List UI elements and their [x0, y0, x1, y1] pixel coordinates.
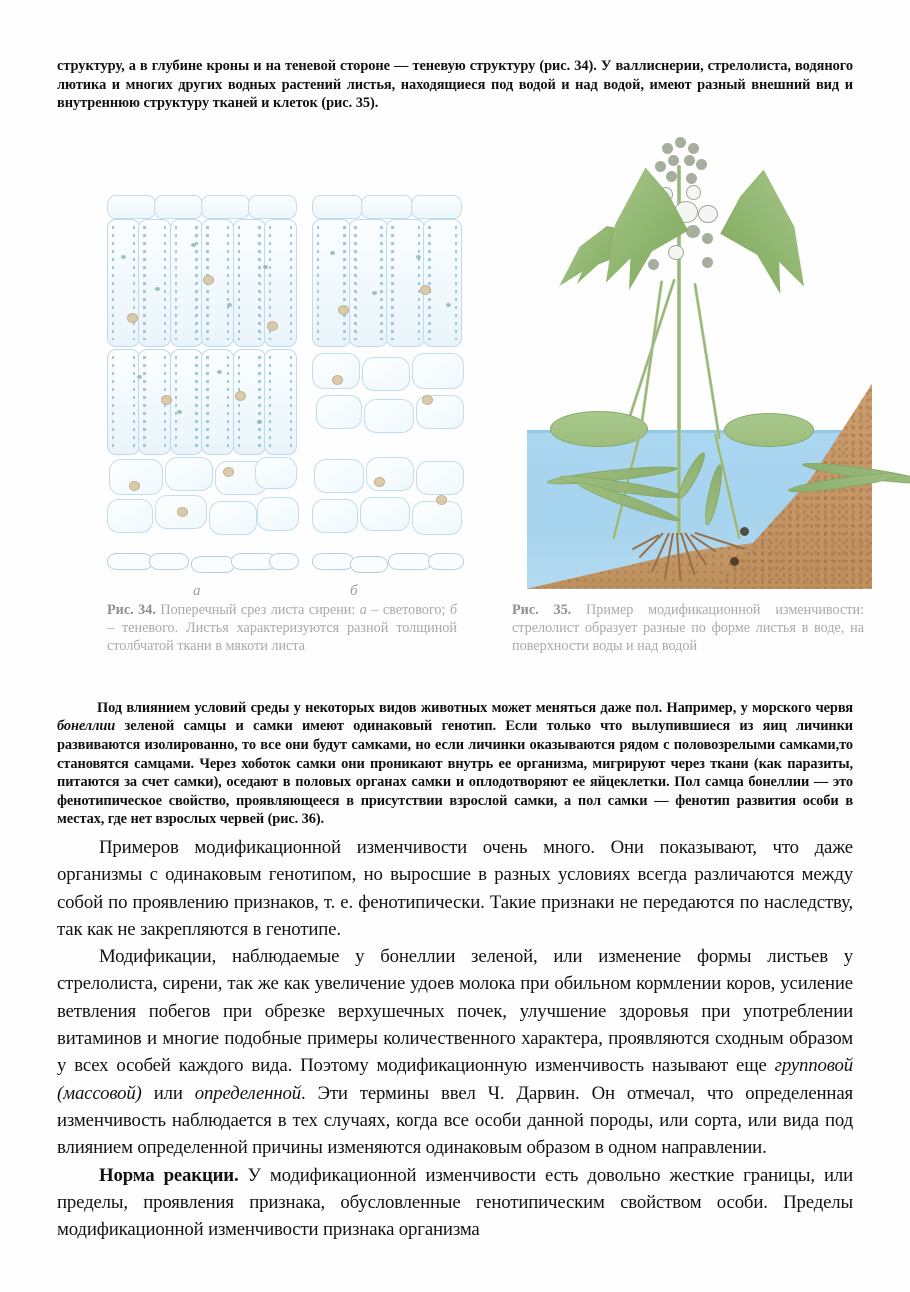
paragraph-norm-of-reaction	[57, 1162, 853, 1244]
bonellia-italic-term: бонеллии	[57, 718, 116, 735]
spongy-cell	[312, 499, 358, 533]
figure-34-caption-italic-b: б	[449, 601, 457, 618]
palisade-cell	[264, 349, 297, 455]
figure-row	[57, 129, 853, 601]
palisade-layer-1-b	[312, 219, 462, 347]
epidermis-cell	[361, 195, 412, 219]
spongy-cell	[412, 353, 464, 389]
spongy-cell	[257, 497, 299, 531]
palisade-cell	[386, 219, 425, 347]
figure-34-caption-text: Поперечный срез листа сирени:	[155, 601, 360, 618]
paragraph-intro: структуру, а в глубине кроны и на теневой стороне — теневую структуру (рис. 34). У валлиснерии, стрелолиста, водяного лютика и многих других водных растений листья, находящиеся под водой и над водой, имеют разный внешний вид и внутреннюю структуру тканей и клеток (рис. 35).	[57, 58, 853, 112]
spongy-cell	[364, 399, 414, 433]
figure-34-caption-italic-a: а	[359, 601, 367, 618]
modifications-part3: . Эти термины ввел Ч. Дарвин. Он отмечал, что определенная изменчивость наблюдается в тех случаях, когда все особи данной породы, или сорта, или вида под влиянием определенной причины изменяются одинаковым образом в одном направлении.	[57, 1082, 853, 1159]
figure-34-panel-a	[107, 195, 297, 580]
guard-cell	[312, 553, 354, 570]
aerial-arrow-leaf	[692, 163, 818, 296]
tuber	[730, 557, 739, 566]
palisade-cell	[312, 219, 351, 347]
palisade-cell	[170, 349, 203, 455]
modifications-part2: или	[141, 1082, 195, 1104]
spongy-cell	[360, 497, 410, 531]
upper-epidermis-b	[312, 195, 462, 217]
spongy-cell	[255, 457, 297, 489]
paragraph-examples: Примеров модификационной изменчивости очень много. Они показывают, что даже организмы с одинаковым генотипом, но выросшие в разных условиях всегда различаются между собой по проявлению признаков, т. е. фенотипически. Такие признаки не передаются по наследству, так как не закрепляются в генотипе.	[57, 836, 853, 940]
palisade-cell	[233, 349, 266, 455]
spongy-cell	[362, 357, 410, 391]
floating-leaf	[550, 411, 648, 447]
modifications-italic-group: групповой (массовой)	[57, 1055, 853, 1104]
spongy-cell	[412, 501, 462, 535]
palisade-cell	[423, 219, 462, 347]
lower-epidermis-a	[107, 553, 297, 573]
guard-cell	[149, 553, 189, 570]
palisade-cell	[233, 219, 266, 347]
figure-34-caption-mid2: – теневого. Листья характеризуются разной толщиной столбчатой ткани в мякоти листа	[107, 619, 457, 655]
norm-of-reaction-heading: Норма реакции.	[99, 1164, 239, 1186]
page-content	[57, 57, 865, 1243]
figure-34-panel-b	[312, 195, 462, 580]
epidermis-cell	[312, 195, 363, 219]
tuber	[740, 527, 749, 536]
figure-34-caption	[107, 601, 457, 656]
figure-34-caption-number: Рис. 34.	[107, 601, 156, 618]
guard-cell	[107, 553, 153, 570]
upper-epidermis-a	[107, 195, 297, 217]
figure-35-arrowhead-plant	[462, 129, 862, 589]
palisade-cell	[138, 219, 171, 347]
figure-34-leaf-cross-sections	[107, 195, 462, 599]
leaf-petiole	[693, 282, 721, 439]
guard-cell	[269, 553, 299, 570]
modifications-part1: Модификации, наблюдаемые у бонеллии зеленой, или изменение формы листьев у стрелолиста, сирени, так же как увеличение удоев молока при обильном кормлении коров, усиление ветвления побегов при обрезке верхушечных почек, улучшение здоровья при употреблении витаминов и многие подобные примеры количественного характера, проявляются сходным образом у всех особей каждого вида. Поэтому модификационную изменчивость называют еще	[57, 946, 853, 1077]
norm-of-reaction-body: У модификационной изменчивости есть довольно жесткие границы, или пределы, проявления признака, обусловленные генотипическим свойством особи. Пределы модификационной изменчивости признака организма	[57, 1164, 853, 1241]
epidermis-cell	[154, 195, 203, 219]
figure-35-caption-text: Пример модификационной изменчивости: стрелолист образует разные по форме листья в воде, на поверхности воды и над водой	[512, 601, 865, 655]
figure-34-label-b: б	[350, 582, 358, 599]
guard-cell	[191, 556, 235, 573]
spongy-cell	[209, 501, 257, 535]
spongy-mesophyll-a	[107, 457, 297, 549]
spongy-mesophyll-b-upper	[312, 353, 462, 453]
guard-cell	[428, 553, 464, 570]
bonellia-text-part1: Под влиянием условий среды у некоторых видов животных может меняться даже пол. Например, у морского червя	[97, 699, 853, 716]
epidermis-cell	[107, 195, 156, 219]
epidermis-cell	[201, 195, 250, 219]
figure-34-caption-mid1: – светового;	[366, 601, 450, 618]
palisade-cell	[201, 349, 234, 455]
floating-leaf	[724, 413, 814, 447]
palisade-cell	[107, 349, 140, 455]
epidermis-cell	[411, 195, 462, 219]
modifications-italic-definite: определенной	[194, 1082, 301, 1104]
leaf-petiole	[638, 280, 664, 439]
spongy-cell	[416, 461, 464, 495]
spongy-cell	[165, 457, 213, 491]
paragraph-bonellia	[57, 699, 853, 829]
guard-cell	[350, 556, 388, 573]
figure-captions	[57, 601, 865, 691]
palisade-cell	[107, 219, 140, 347]
figure-35-caption	[512, 601, 864, 656]
spongy-cell	[366, 457, 414, 491]
paragraph-modifications	[57, 943, 853, 1161]
palisade-cell	[349, 219, 388, 347]
spongy-cell	[314, 459, 364, 493]
palisade-layer-2-a	[107, 349, 297, 455]
figure-34-label-a: а	[193, 582, 201, 599]
lower-epidermis-b	[312, 553, 462, 573]
palisade-cell	[170, 219, 203, 347]
epidermis-cell	[248, 195, 297, 219]
guard-cell	[388, 553, 432, 570]
spongy-cell	[107, 499, 153, 533]
spongy-cell	[316, 395, 362, 429]
bonellia-text-part2: зеленой самцы и самки имеют одинаковый генотип. Если только что вылупившиеся из яиц личинки развиваются изолированно, то все они будут самками, но если личинки оказываются рядом с половозрелыми самками,то становятся самцами. Через хоботок самки они проникают внутрь ее организма, мигрируют через ткани (как паразиты, питаются за счет самки), оседают в половых органах самки и оплодотворяют ее яйцеклетки. Пол самца бонеллии — это фенотипическое свойство, проявляющееся в присутствии взрослой самки, а пол самки — фенотип развития особи в местах, где нет взрослых червей (рис. 36).	[57, 718, 853, 828]
figure-35-caption-number: Рис. 35.	[512, 601, 572, 618]
